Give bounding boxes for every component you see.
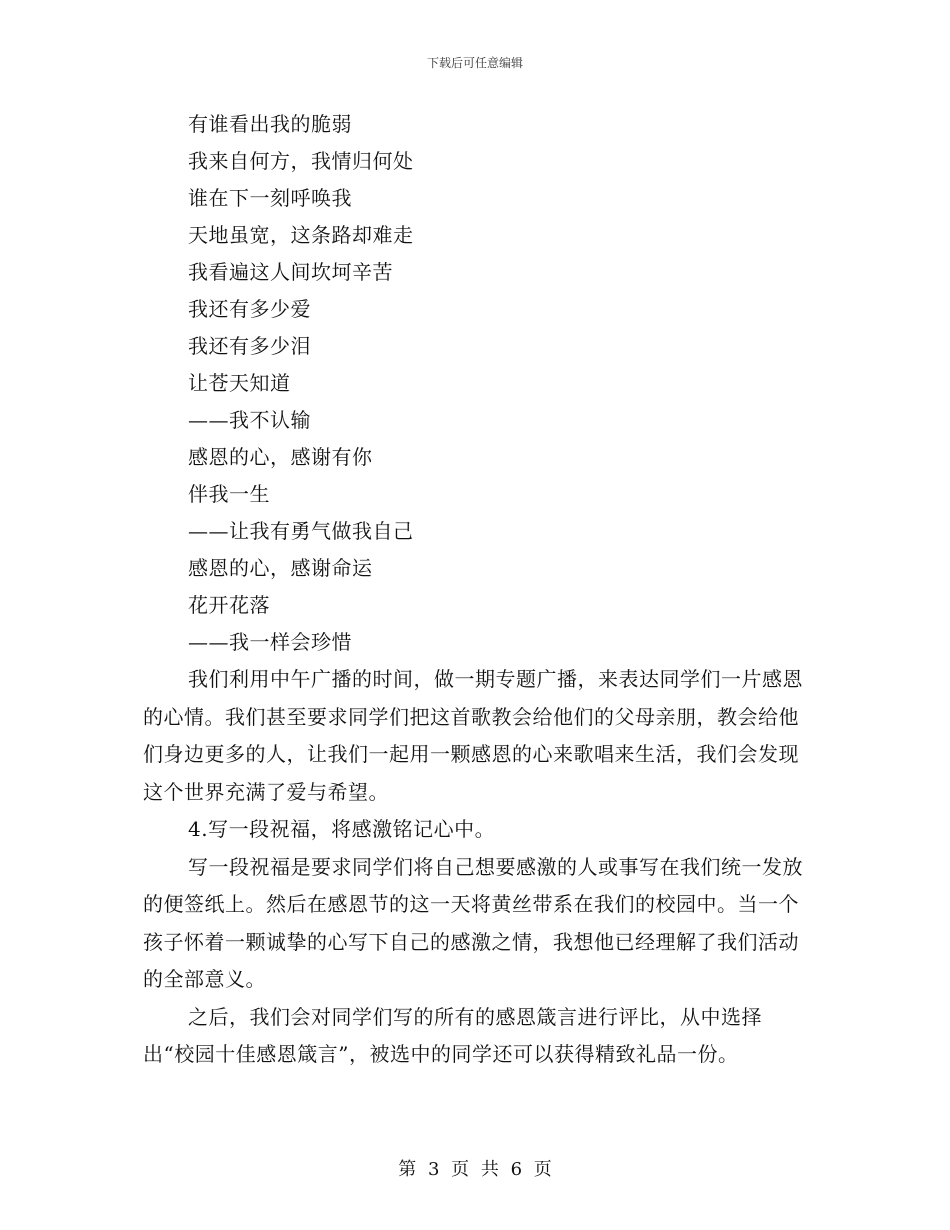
lyric-line: 谁在下一刻呼唤我 xyxy=(188,186,352,210)
lyric-line: 天地虽宽，这条路却难走 xyxy=(188,223,414,247)
lyric-line: 花开花落 xyxy=(188,593,270,617)
lyric-line: 有谁看出我的脆弱 xyxy=(188,112,352,136)
paragraph-evaluation: 之后，我们会对同学们写的所有的感恩箴言进行评比，从中选择出“校园十佳感恩箴言”，被选中的同学还可以获得精致礼品一份。 xyxy=(143,1004,762,1066)
lyric-line: ——让我有勇气做我自己 xyxy=(188,519,414,543)
lyric-line: ——我一样会珍惜 xyxy=(188,630,352,654)
lyric-line: 我还有多少爱 xyxy=(188,297,311,321)
lyric-line: 伴我一生 xyxy=(188,482,270,506)
page-number: 第 3 页 共 6 页 xyxy=(398,1159,552,1180)
lyric-line: 感恩的心，感谢命运 xyxy=(188,556,373,580)
lyric-line: 我看遍这人间坎坷辛苦 xyxy=(188,260,393,284)
lyric-line: 我来自何方，我情归何处 xyxy=(188,149,414,173)
page-header: 下载后可任意编辑 xyxy=(426,56,523,70)
paragraph-broadcast: 我们利用中午广播的时间，做一期专题广播，来表达同学们一片感恩的心情。我们甚至要求同学们把这首歌教会给他们的父母亲朋，教会给他们身边更多的人，让我们一起用一颗感恩的心来歌唱来生活，我们会发现这个世界充满了爱与希望。 xyxy=(143,667,803,804)
section-heading: 4.写一段祝福，将感激铭记心中。 xyxy=(188,817,496,841)
lyric-line: 我还有多少泪 xyxy=(188,334,311,358)
document-body xyxy=(143,106,813,1074)
lyric-line: 让苍天知道 xyxy=(188,371,291,395)
lyric-line: 感恩的心，感谢有你 xyxy=(188,445,373,469)
paragraph-blessing: 写一段祝福是要求同学们将自己想要感激的人或事写在我们统一发放的便签纸上。然后在感恩节的这一天将黄丝带系在我们的校园中。当一个孩子怀着一颗诚挚的心写下自己的感激之情，我想他已经理解了我们活动的全部意义。 xyxy=(143,854,803,991)
lyric-line: ——我不认输 xyxy=(188,408,311,432)
